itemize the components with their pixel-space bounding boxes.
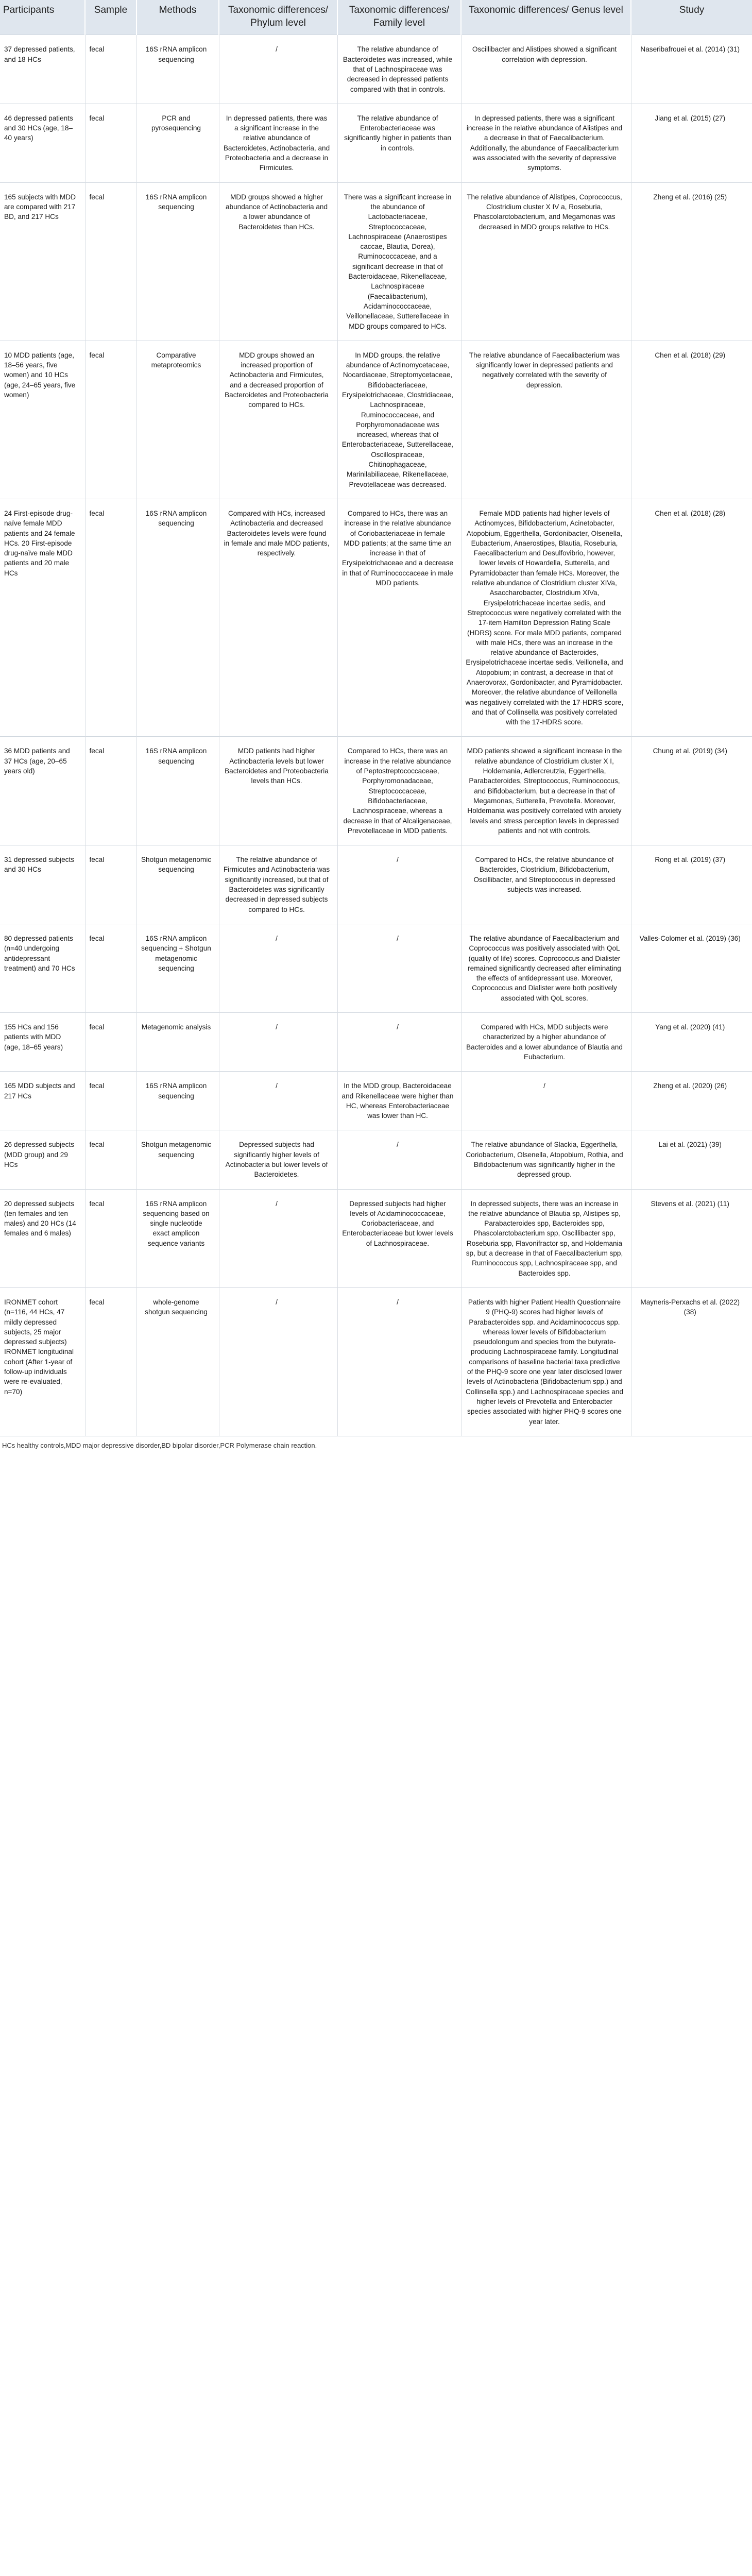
methods-cell: PCR and pyrosequencing bbox=[136, 104, 219, 182]
column-header-study: Study bbox=[631, 0, 752, 35]
sample-cell: fecal bbox=[85, 737, 136, 845]
family-cell: Depressed subjects had higher levels of Acidaminococcaceae, Coriobacteriaceae, and Enterobacteriaceae but lower levels of Lachnospiraceae. bbox=[337, 1189, 461, 1287]
header-row bbox=[0, 0, 752, 35]
table-row bbox=[0, 924, 752, 1012]
table-row bbox=[0, 737, 752, 845]
table-row bbox=[0, 104, 752, 182]
genus-cell: Compared with HCs, MDD subjects were characterized by a higher abundance of Bacteroides and a lower abundance of Blautia and Eubacterium. bbox=[461, 1013, 631, 1072]
study-cell: Mayneris-Perxachs et al. (2022) (38) bbox=[631, 1287, 752, 1436]
column-header-methods: Methods bbox=[136, 0, 219, 35]
phylum-cell: Depressed subjects had significantly higher levels of Actinobacteria but lower levels of Bacteroidetes. bbox=[219, 1130, 337, 1189]
participants-cell: 36 MDD patients and 37 HCs (age, 20–65 years old) bbox=[0, 737, 85, 845]
family-cell: / bbox=[337, 845, 461, 924]
genus-cell: Female MDD patients had higher levels of Actinomyces, Bifidobacterium, Acinetobacter, Atopobium, Eggerthella, Gordonibacter, Olsenella, Eubacterium, Anaerostipes, Blautia, Roseburia, Faecalibacterium and Desulfovibrio, however, lower levels of Howardella, Sutterella, and Pyramidobacter than female HCs. Moreover, the relative abundance of Clostridium cluster XIVa, Asaccharobacter, Clostridium XIVa, Erysipelotrichaceae incertae sedis, and Streptococcus were negatively correlated with the 17-item Hamilton Depression Rating Scale (HDRS) score. For male MDD patients, compared with male HCs, there was an increase in the relative abundance of Bacteroides, Erysipelotrichaceae incertae sedis, Veillonella, and Atopobium; in contrast, a decrease in that of Anaerovorax, Gordonibacter, and Pyramidobacter. Moreover, the relative abundance of Veillonella was negatively correlated with the 17-HDRS score, and that of Collinsella was positively correlated with the 17-HDRS score. bbox=[461, 499, 631, 737]
participants-cell: 10 MDD patients (age, 18–56 years, five women) and 10 HCs (age, 24–65 years, five women) bbox=[0, 341, 85, 499]
table-row bbox=[0, 1287, 752, 1436]
sample-cell: fecal bbox=[85, 924, 136, 1012]
participants-cell: 20 depressed subjects (ten females and ten males) and 20 HCs (14 females and 6 males) bbox=[0, 1189, 85, 1287]
column-header-participants: Participants bbox=[0, 0, 85, 35]
family-cell: In the MDD group, Bacteroidaceae and Rikenellaceae were higher than HC, whereas Enterobacteriaceae was lower than HC. bbox=[337, 1072, 461, 1130]
study-cell: Jiang et al. (2015) (27) bbox=[631, 104, 752, 182]
study-cell: Chung et al. (2019) (34) bbox=[631, 737, 752, 845]
sample-cell: fecal bbox=[85, 1072, 136, 1130]
study-cell: Zheng et al. (2016) (25) bbox=[631, 182, 752, 341]
family-cell: The relative abundance of Enterobacteriaceae was significantly higher in patients than in controls. bbox=[337, 104, 461, 182]
table-row bbox=[0, 341, 752, 499]
sample-cell: fecal bbox=[85, 1189, 136, 1287]
study-cell: Naseribafrouei et al. (2014) (31) bbox=[631, 35, 752, 104]
sample-cell: fecal bbox=[85, 1013, 136, 1072]
table-body bbox=[0, 35, 752, 1436]
sample-cell: fecal bbox=[85, 499, 136, 737]
column-header-family: Taxonomic differences/ Family level bbox=[337, 0, 461, 35]
genus-cell: MDD patients showed a significant increase in the relative abundance of Clostridium cluster X I, Holdemania, Adlercreutzia, Eggerthella, Parabacteroides, Streptococcus, Ruminococcus, and Bifidobacterium, but a decrease in that of Megamonas, Sutterella, Prevotella. Moreover, Holdemania was positively correlated with anxiety levels and stress perception levels in depressed patients and not with controls. bbox=[461, 737, 631, 845]
family-cell: / bbox=[337, 1287, 461, 1436]
study-cell: Chen et al. (2018) (29) bbox=[631, 341, 752, 499]
column-header-phylum: Taxonomic differences/ Phylum level bbox=[219, 0, 337, 35]
phylum-cell: / bbox=[219, 1189, 337, 1287]
participants-cell: 165 subjects with MDD are compared with 217 BD, and 217 HCs bbox=[0, 182, 85, 341]
genus-cell: Compared to HCs, the relative abundance of Bacteroides, Clostridium, Bifidobacterium, Oscillibacter, and Streptococcus in depressed subjects was increased. bbox=[461, 845, 631, 924]
sample-cell: fecal bbox=[85, 341, 136, 499]
participants-cell: 46 depressed patients and 30 HCs (age, 18–40 years) bbox=[0, 104, 85, 182]
study-cell: Rong et al. (2019) (37) bbox=[631, 845, 752, 924]
phylum-cell: MDD groups showed a higher abundance of Actinobacteria and a lower abundance of Bacteroidetes than HCs. bbox=[219, 182, 337, 341]
methods-cell: Shotgun metagenomic sequencing bbox=[136, 845, 219, 924]
genus-cell: The relative abundance of Faecalibacterium and Coprococcus was positively associated with QoL (quality of life) scores. Coprococcus and Dialister remained significantly decreased after eliminating the effects of antidepressant use. Moreover, Coprococcus and Dialister were both positively associated with QoL scores. bbox=[461, 924, 631, 1012]
table-row bbox=[0, 1072, 752, 1130]
participants-cell: IRONMET cohort (n=116, 44 HCs, 47 mildly depressed subjects, 25 major depressed subjects) IRONMET longitudinal cohort (After 1-year of follow-up individuals were re-evaluated, n=70) bbox=[0, 1287, 85, 1436]
methods-cell: 16S rRNA amplicon sequencing bbox=[136, 499, 219, 737]
genus-cell: Oscillibacter and Alistipes showed a significant correlation with depression. bbox=[461, 35, 631, 104]
phylum-cell: / bbox=[219, 35, 337, 104]
family-cell: There was a significant increase in the abundance of Lactobacteriaceae, Streptococcaceae, Lachnospiraceae (Anaerostipes caccae, Blautia, Dorea), Ruminococcaceae, and a significant decrease in that of Bacteroidaceae, Rikenellaceae, Lachnospiraceae (Faecalibacterium), Acidaminococcaceae, Veillonellaceae, Sutterellaceae in MDD groups compared to HCs. bbox=[337, 182, 461, 341]
study-cell: Chen et al. (2018) (28) bbox=[631, 499, 752, 737]
table-footnote: HCs healthy controls,MDD major depressive disorder,BD bipolar disorder,PCR Polymerase chain reaction. bbox=[2, 1441, 317, 1449]
phylum-cell: / bbox=[219, 1287, 337, 1436]
participants-cell: 26 depressed subjects (MDD group) and 29 HCs bbox=[0, 1130, 85, 1189]
family-cell: Compared to HCs, there was an increase in the relative abundance of Coriobacteriaceae in female MDD patients; at the same time an increase in that of Erysipelotrichaceae and a decrease in that of Ruminococcaceae in male MDD patients. bbox=[337, 499, 461, 737]
table-row bbox=[0, 1130, 752, 1189]
table-row bbox=[0, 499, 752, 737]
methods-cell: Shotgun metagenomic sequencing bbox=[136, 1130, 219, 1189]
methods-cell: 16S rRNA amplicon sequencing bbox=[136, 737, 219, 845]
table-row bbox=[0, 182, 752, 341]
phylum-cell: MDD patients had higher Actinobacteria levels but lower Bacteroidetes and Proteobacteria levels than HCs. bbox=[219, 737, 337, 845]
genus-cell: In depressed subjects, there was an increase in the relative abundance of Blautia sp, Alistipes sp, Parabacteroides spp, Bacteroides spp, Phascolarctobacterium spp, Oscillibacter spp, Roseburia spp, Flavonifractor sp, and Holdemania sp, but a decrease in that of Faecalibacterium spp, Ruminococcus spp, Lachnospiraceae spp, and Bacteroides spp. bbox=[461, 1189, 631, 1287]
study-cell: Valles-Colomer et al. (2019) (36) bbox=[631, 924, 752, 1012]
participants-cell: 80 depressed patients (n=40 undergoing antidepressant treatment) and 70 HCs bbox=[0, 924, 85, 1012]
genus-cell: The relative abundance of Slackia, Eggerthella, Coriobacterium, Olsenella, Atopobium, Rothia, and Bifidobacterium was significantly higher in the depressed group. bbox=[461, 1130, 631, 1189]
phylum-cell: / bbox=[219, 1013, 337, 1072]
sample-cell: fecal bbox=[85, 1287, 136, 1436]
phylum-cell: / bbox=[219, 1072, 337, 1130]
sample-cell: fecal bbox=[85, 845, 136, 924]
methods-cell: 16S rRNA amplicon sequencing bbox=[136, 1072, 219, 1130]
sample-cell: fecal bbox=[85, 104, 136, 182]
participants-cell: 24 First-episode drug-naïve female MDD patients and 24 female HCs. 20 First-episode drug-naïve male MDD patients and 20 male HCs bbox=[0, 499, 85, 737]
study-cell: Yang et al. (2020) (41) bbox=[631, 1013, 752, 1072]
column-header-genus: Taxonomic differences/ Genus level bbox=[461, 0, 631, 35]
genus-cell: The relative abundance of Alistipes, Coprococcus, Clostridium cluster X IV a, Roseburia, Phascolarctobacterium, and Megamonas was decreased in MDD groups relative to HCs. bbox=[461, 182, 631, 341]
methods-cell: Metagenomic analysis bbox=[136, 1013, 219, 1072]
genus-cell: The relative abundance of Faecalibacterium was significantly lower in depressed patients and negatively correlated with the severity of depression. bbox=[461, 341, 631, 499]
sample-cell: fecal bbox=[85, 35, 136, 104]
participants-cell: 37 depressed patients, and 18 HCs bbox=[0, 35, 85, 104]
table-row bbox=[0, 1189, 752, 1287]
family-cell: / bbox=[337, 924, 461, 1012]
table-row bbox=[0, 1013, 752, 1072]
family-cell: / bbox=[337, 1130, 461, 1189]
study-cell: Lai et al. (2021) (39) bbox=[631, 1130, 752, 1189]
phylum-cell: In depressed patients, there was a significant increase in the relative abundance of Bacteroidetes, Actinobacteria, and Proteobacteria and a decrease in Firmicutes. bbox=[219, 104, 337, 182]
methods-cell: 16S rRNA amplicon sequencing bbox=[136, 182, 219, 341]
study-cell: Zheng et al. (2020) (26) bbox=[631, 1072, 752, 1130]
family-cell: The relative abundance of Bacteroidetes was increased, while that of Lachnospiraceae was decreased in depressed patients compared with that in controls. bbox=[337, 35, 461, 104]
family-cell: Compared to HCs, there was an increase in the relative abundance of Peptostreptococcaceae, Porphyromonadaceae, Streptococcaceae, Bifidobacteriaceae, Lachnospiraceae, whereas a decrease in that of Alcaligenaceae, Prevotellaceae in MDD patients. bbox=[337, 737, 461, 845]
sample-cell: fecal bbox=[85, 1130, 136, 1189]
sample-cell: fecal bbox=[85, 182, 136, 341]
family-cell: / bbox=[337, 1013, 461, 1072]
table-row bbox=[0, 845, 752, 924]
participants-cell: 155 HCs and 156 patients with MDD (age, 18–65 years) bbox=[0, 1013, 85, 1072]
genus-cell: / bbox=[461, 1072, 631, 1130]
phylum-cell: Compared with HCs, increased Actinobacteria and decreased Bacteroidetes levels were found in female and male MDD patients, respectively. bbox=[219, 499, 337, 737]
study-cell: Stevens et al. (2021) (11) bbox=[631, 1189, 752, 1287]
genus-cell: Patients with higher Patient Health Questionnaire 9 (PHQ-9) scores had higher levels of Parabacteroides spp. and Acidaminococcus spp. whereas lower levels of Bifidobacterium pseudolongum and species from the butyrate-producing Lachnospiraceae family. Longitudinal comparisons of baseline bacterial taxa predictive of the PHQ-9 score one year later disclosed lower levels of Actinobacteria (Bifidobacterium spp.) and Collinsella spp.) and Lachnospiraceae species and higher levels of Prevotella and Enterobacter species associated with higher PHQ-9 scores one year later. bbox=[461, 1287, 631, 1436]
participants-cell: 165 MDD subjects and 217 HCs bbox=[0, 1072, 85, 1130]
phylum-cell: / bbox=[219, 924, 337, 1012]
participants-cell: 31 depressed subjects and 30 HCs bbox=[0, 845, 85, 924]
genus-cell: In depressed patients, there was a significant increase in the relative abundance of Alistipes and a decrease in that of Faecalibacterium. Additionally, the abundance of Faecalibacterium was associated with the severity of depressive symptoms. bbox=[461, 104, 631, 182]
methods-cell: Comparative metaproteomics bbox=[136, 341, 219, 499]
methods-cell: 16S rRNA amplicon sequencing + Shotgun metagenomic sequencing bbox=[136, 924, 219, 1012]
methods-cell: 16S rRNA amplicon sequencing bbox=[136, 35, 219, 104]
methods-cell: whole-genome shotgun sequencing bbox=[136, 1287, 219, 1436]
methods-cell: 16S rRNA amplicon sequencing based on single nucleotide exact amplicon sequence variants bbox=[136, 1189, 219, 1287]
column-header-sample: Sample bbox=[85, 0, 136, 35]
family-cell: In MDD groups, the relative abundance of Actinomycetaceae, Nocardiaceae, Streptomycetaceae, Bifidobacteriaceae, Erysipelotrichaceae, Clostridiaceae, Lachnospiraceae, Ruminococcaceae, and Porphyromonadaceae was increased, whereas that of Enterobacteriaceae, Sutterellaceae, Oscillospiraceae, Chitinophagaceae, Marinilabiliaceae, Rikenellaceae, Prevotellaceae was decreased. bbox=[337, 341, 461, 499]
table-row bbox=[0, 35, 752, 104]
phylum-cell: The relative abundance of Firmicutes and Actinobacteria was significantly increased, but that of Bacteroidetes was significantly decreased in depressed subjects compared to HCs. bbox=[219, 845, 337, 924]
phylum-cell: MDD groups showed an increased proportion of Actinobacteria and Firmicutes, and a decreased proportion of Bacteroidetes and Proteobacteria compared to HCs. bbox=[219, 341, 337, 499]
